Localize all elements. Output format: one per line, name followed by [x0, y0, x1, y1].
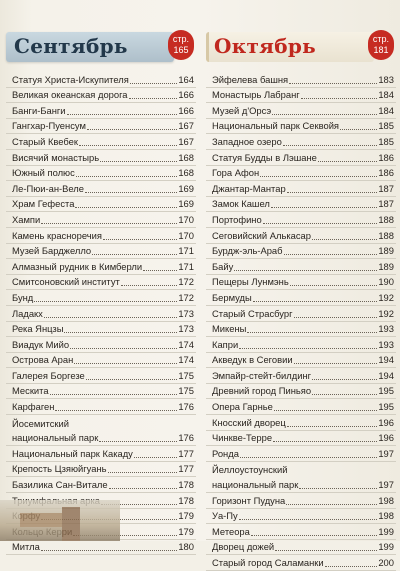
toc-entry-page: 186	[378, 167, 394, 179]
toc-entry-page: 187	[378, 198, 394, 210]
dot-leader	[234, 270, 377, 271]
toc-entry	[6, 477, 196, 493]
toc-entry-name: Акведук в Сеговии	[212, 354, 293, 366]
toc-entry	[206, 477, 396, 493]
toc-entry-page: 176	[178, 401, 194, 413]
dot-leader	[134, 457, 177, 458]
toc-entry-page: 194	[378, 354, 394, 366]
october-header	[206, 30, 396, 64]
toc-entry	[6, 337, 196, 353]
toc-entry-page: 183	[378, 73, 394, 85]
october-title: Октябрь	[214, 34, 317, 58]
dot-leader	[75, 207, 177, 208]
toc-entry-name: Алмазный рудник в Кимберли	[12, 260, 143, 272]
toc-entry-name: Бунд	[12, 291, 34, 303]
dot-leader	[74, 363, 177, 364]
september-title: Сентябрь	[14, 34, 128, 58]
toc-entry	[206, 446, 396, 462]
toc-entry-name: Висячий монастырь	[12, 151, 100, 163]
toc-entry	[206, 103, 396, 119]
toc-entry-page: 200	[378, 557, 394, 568]
toc-entry	[6, 72, 196, 88]
toc-entry-page: 198	[378, 494, 394, 506]
toc-entry-name: Митла	[12, 541, 40, 553]
dot-leader	[41, 550, 178, 551]
dot-leader	[273, 441, 377, 442]
toc-entry-page: 189	[378, 260, 394, 272]
toc-entry-page: 172	[178, 291, 194, 303]
october-badge-label: стр.	[372, 34, 390, 44]
dot-leader	[301, 98, 378, 99]
toc-entry	[6, 399, 196, 415]
toc-entry-page: 196	[378, 416, 394, 428]
toc-entry-page: 177	[178, 447, 194, 459]
toc-entry	[6, 244, 196, 260]
toc-entry	[6, 353, 196, 369]
dot-leader	[79, 145, 177, 146]
dot-leader	[247, 332, 377, 333]
toc-entry	[206, 88, 396, 104]
dot-leader	[108, 472, 178, 473]
dot-leader	[41, 223, 177, 224]
dot-leader	[272, 114, 377, 115]
toc-entry-name: Музей Барджелло	[12, 245, 92, 257]
toc-entry-name: Замок Кашел	[212, 198, 270, 210]
toc-entry-page: 184	[378, 104, 394, 116]
toc-entry	[206, 197, 396, 213]
toc-entry	[6, 368, 196, 384]
toc-entry-name: Музей д'Орсэ	[212, 104, 272, 116]
toc-entry-name: Ле-Пюи-ан-Веле	[12, 182, 84, 194]
toc-entry-page: 198	[378, 510, 394, 522]
toc-entry-page: 195	[378, 385, 394, 397]
toc-entry-name: Крепость Цзяюйгуань	[12, 463, 107, 475]
toc-entry-page: 185	[378, 135, 394, 147]
october-entry-list	[206, 72, 396, 571]
september-badge-page: 165	[173, 45, 189, 55]
dot-leader	[289, 83, 377, 84]
toc-entry-name: Западное озеро	[212, 135, 282, 147]
toc-entry	[206, 555, 396, 571]
dot-leader	[109, 488, 178, 489]
toc-entry-page: 169	[178, 182, 194, 194]
toc-entry	[206, 540, 396, 556]
toc-entry-page: 170	[178, 213, 194, 225]
toc-entry-name: Виадук Мийо	[12, 338, 70, 350]
toc-entry-name: Джантар-Мантар	[212, 182, 286, 194]
toc-entry	[206, 337, 396, 353]
toc-entry	[6, 275, 196, 291]
toc-entry-name: Статуя Христа-Искупителя	[12, 73, 129, 85]
castle-tower-shape	[62, 507, 80, 541]
toc-entry-page: 178	[178, 494, 194, 506]
toc-entry-name: Древний город Пиньяо	[212, 385, 312, 397]
toc-entry-name: Капри	[212, 338, 239, 350]
toc-entry-page: 194	[378, 369, 394, 381]
dot-leader	[287, 426, 378, 427]
dot-leader	[239, 519, 378, 520]
september-entry-list	[6, 72, 196, 555]
toc-entry-page: 184	[378, 89, 394, 101]
toc-entry-name: Байу	[212, 260, 234, 272]
dot-leader	[99, 441, 177, 442]
toc-entry-name: Мескита	[12, 385, 49, 397]
toc-entry-name: Острова Аран	[12, 354, 74, 366]
toc-entry	[206, 462, 396, 478]
september-badge-label: стр.	[172, 34, 190, 44]
toc-entry-name: Национальный парк Какаду	[12, 447, 133, 459]
toc-entry-name: Великая океанская дорога	[12, 89, 128, 101]
dot-leader	[64, 332, 177, 333]
toc-entry	[6, 181, 196, 197]
toc-entry-page: 189	[378, 245, 394, 257]
toc-entry-page: 172	[178, 276, 194, 288]
toc-entry	[206, 415, 396, 431]
dot-leader	[274, 410, 377, 411]
castle-illustration	[0, 500, 120, 541]
toc-entry-page: 193	[378, 323, 394, 335]
toc-entry	[6, 306, 196, 322]
dot-leader	[76, 176, 178, 177]
toc-entry-page: 169	[178, 198, 194, 210]
toc-entry-name: Эмпайр-стейт-билдинг	[212, 369, 312, 381]
toc-entry	[6, 259, 196, 275]
toc-entry-name: Камень красноречия	[12, 229, 102, 241]
dot-leader	[70, 348, 177, 349]
toc-entry-page: 166	[178, 104, 194, 116]
dot-leader	[100, 161, 177, 162]
toc-entry-page: 186	[378, 151, 394, 163]
dot-leader	[312, 379, 377, 380]
toc-entry-page: 178	[178, 479, 194, 491]
dot-leader	[67, 114, 178, 115]
toc-entry-page: 188	[378, 229, 394, 241]
dot-leader	[294, 363, 378, 364]
toc-entry	[6, 103, 196, 119]
october-column	[206, 30, 396, 571]
toc-entry	[6, 446, 196, 462]
toc-entry	[6, 150, 196, 166]
toc-entry-page: 175	[178, 385, 194, 397]
toc-entry	[6, 119, 196, 135]
dot-leader	[86, 379, 178, 380]
toc-entry-page: 171	[178, 245, 194, 257]
toc-entry-name: Йосемитский	[12, 417, 69, 429]
dot-leader	[121, 285, 178, 286]
toc-entry	[206, 509, 396, 525]
toc-entry-name: национальный парк	[12, 432, 99, 444]
toc-entry	[206, 493, 396, 509]
dot-leader	[286, 504, 377, 505]
toc-entry-name: Портофино	[212, 213, 262, 225]
toc-entry	[6, 384, 196, 400]
dot-leader	[284, 254, 378, 255]
toc-entry	[206, 150, 396, 166]
toc-entry-name: Базилика Сан-Витале	[12, 479, 108, 491]
toc-entry-name: Храм Гефеста	[12, 198, 75, 210]
toc-entry-name: Река Янцзы	[12, 323, 64, 335]
toc-entry-page: 177	[178, 463, 194, 475]
toc-entry-name: Карфаген	[12, 401, 55, 413]
toc-entry	[6, 462, 196, 478]
toc-entry	[206, 181, 396, 197]
toc-entry-name: Галерея Боргезе	[12, 369, 85, 381]
toc-entry-page: 188	[378, 213, 394, 225]
toc-entry-name: Дворец дожей	[212, 541, 275, 553]
toc-entry-name: Старый Страсбург	[212, 307, 293, 319]
toc-entry-name: Уа-Пу	[212, 510, 238, 522]
toc-entry	[206, 353, 396, 369]
toc-entry	[6, 540, 196, 556]
toc-entry-name: Метеора	[212, 525, 250, 537]
toc-entry-name: Монастырь Лабранг	[212, 89, 300, 101]
toc-entry-name: Пещеры Лунмэнь	[212, 276, 289, 288]
toc-entry-page: 168	[178, 151, 194, 163]
toc-entry	[6, 290, 196, 306]
october-badge-page: 181	[373, 45, 389, 55]
toc-entry	[206, 166, 396, 182]
toc-entry-page: 171	[178, 260, 194, 272]
dot-leader	[287, 192, 378, 193]
toc-entry	[6, 212, 196, 228]
toc-entry-name: Хампи	[12, 213, 41, 225]
september-header	[6, 30, 196, 64]
toc-entry-page: 185	[378, 120, 394, 132]
toc-entry	[206, 134, 396, 150]
toc-entry	[206, 431, 396, 447]
toc-entry	[206, 399, 396, 415]
toc-entry-page: 167	[178, 135, 194, 147]
dot-leader	[299, 488, 377, 489]
toc-entry-name: Старый город Саламанки	[212, 557, 324, 568]
dot-leader	[325, 566, 378, 567]
toc-entry	[6, 431, 196, 447]
toc-entry-page: 195	[378, 401, 394, 413]
toc-entry-name: Гора Афон	[212, 167, 260, 179]
dot-leader	[275, 550, 377, 551]
toc-entry-name: Ронда	[212, 447, 239, 459]
toc-entry-name: Ладакх	[12, 307, 43, 319]
toc-entry-page: 187	[378, 182, 394, 194]
september-column	[6, 30, 196, 555]
toc-entry	[206, 228, 396, 244]
dot-leader	[34, 301, 177, 302]
dot-leader	[129, 98, 178, 99]
toc-entry	[206, 384, 396, 400]
september-page-badge	[168, 30, 194, 60]
toc-entry-name: Йеллоустоунский	[212, 464, 288, 476]
dot-leader	[103, 239, 177, 240]
october-page-badge	[368, 30, 394, 60]
toc-entry-page: 170	[178, 229, 194, 241]
dot-leader	[92, 254, 177, 255]
toc-entry-page: 199	[378, 541, 394, 553]
toc-entry-page: 197	[378, 447, 394, 459]
dot-leader	[55, 410, 177, 411]
dot-leader	[318, 161, 377, 162]
toc-entry	[206, 72, 396, 88]
toc-entry	[6, 228, 196, 244]
toc-entry	[6, 415, 196, 431]
toc-entry-page: 197	[378, 479, 394, 491]
dot-leader	[294, 317, 378, 318]
dot-leader	[239, 348, 377, 349]
toc-entry-name: Статуя Будды в Лэшане	[212, 151, 317, 163]
toc-entry-page: 192	[378, 291, 394, 303]
toc-entry-page: 179	[178, 525, 194, 537]
toc-entry-page: 180	[178, 541, 194, 553]
toc-entry	[206, 322, 396, 338]
toc-entry-name: Гангхар-Пуенсум	[12, 120, 86, 132]
toc-entry	[206, 259, 396, 275]
dot-leader	[87, 129, 177, 130]
toc-entry-name: Бурдж-эль-Араб	[212, 245, 283, 257]
toc-entry-name: Старый Квебек	[12, 135, 78, 147]
toc-entry-name: Кносский дворец	[212, 416, 286, 428]
dot-leader	[44, 317, 178, 318]
dot-leader	[50, 394, 178, 395]
dot-leader	[263, 223, 378, 224]
toc-entry-name: Бермуды	[212, 291, 252, 303]
dot-leader	[271, 207, 378, 208]
toc-entry-page: 179	[178, 510, 194, 522]
toc-entry-name: Горизонт Пудуна	[212, 494, 286, 506]
toc-entry	[206, 524, 396, 540]
toc-entry	[206, 119, 396, 135]
toc-entry-name: национальный парк	[212, 479, 299, 491]
toc-entry-page: 192	[378, 307, 394, 319]
toc-entry	[6, 166, 196, 182]
toc-entry	[6, 197, 196, 213]
toc-entry-page: 166	[178, 89, 194, 101]
toc-entry-page: 193	[378, 338, 394, 350]
toc-entry-page: 196	[378, 432, 394, 444]
toc-entry-page: 173	[178, 323, 194, 335]
toc-entry	[206, 306, 396, 322]
toc-entry	[6, 322, 196, 338]
toc-entry-name: Чинкве-Терре	[212, 432, 273, 444]
toc-entry-page: 190	[378, 276, 394, 288]
toc-entry	[6, 88, 196, 104]
toc-entry	[6, 134, 196, 150]
toc-entry-page: 175	[178, 369, 194, 381]
dot-leader	[312, 239, 377, 240]
dot-leader	[130, 83, 178, 84]
toc-entry-page: 174	[178, 338, 194, 350]
toc-entry-name: Сеговийский Алькасар	[212, 229, 311, 241]
dot-leader	[283, 145, 378, 146]
toc-entry-name: Микены	[212, 323, 247, 335]
dot-leader	[85, 192, 177, 193]
toc-entry-page: 168	[178, 167, 194, 179]
dot-leader	[143, 270, 177, 271]
toc-entry	[206, 290, 396, 306]
dot-leader	[253, 301, 378, 302]
toc-entry	[206, 244, 396, 260]
dot-leader	[312, 394, 377, 395]
dot-leader	[251, 535, 377, 536]
toc-entry-name: Национальный парк Секвойя	[212, 120, 340, 132]
dot-leader	[260, 176, 377, 177]
toc-entry-name: Опера Гарнье	[212, 401, 273, 413]
dot-leader	[340, 129, 377, 130]
toc-entry-name: Смитсоновский институт	[12, 276, 120, 288]
toc-entry-page: 174	[178, 354, 194, 366]
toc-entry-page: 167	[178, 120, 194, 132]
dot-leader	[290, 285, 378, 286]
toc-entry	[206, 275, 396, 291]
toc-entry-page: 176	[178, 432, 194, 444]
toc-entry-name: Банги-Банги	[12, 104, 66, 116]
toc-entry-name: Эйфелева башня	[212, 73, 289, 85]
dot-leader	[240, 457, 377, 458]
toc-entry-page: 164	[178, 73, 194, 85]
toc-entry	[206, 368, 396, 384]
toc-entry	[206, 212, 396, 228]
toc-entry-name: Южный полюс	[12, 167, 75, 179]
toc-entry-page: 173	[178, 307, 194, 319]
toc-entry-page: 199	[378, 525, 394, 537]
